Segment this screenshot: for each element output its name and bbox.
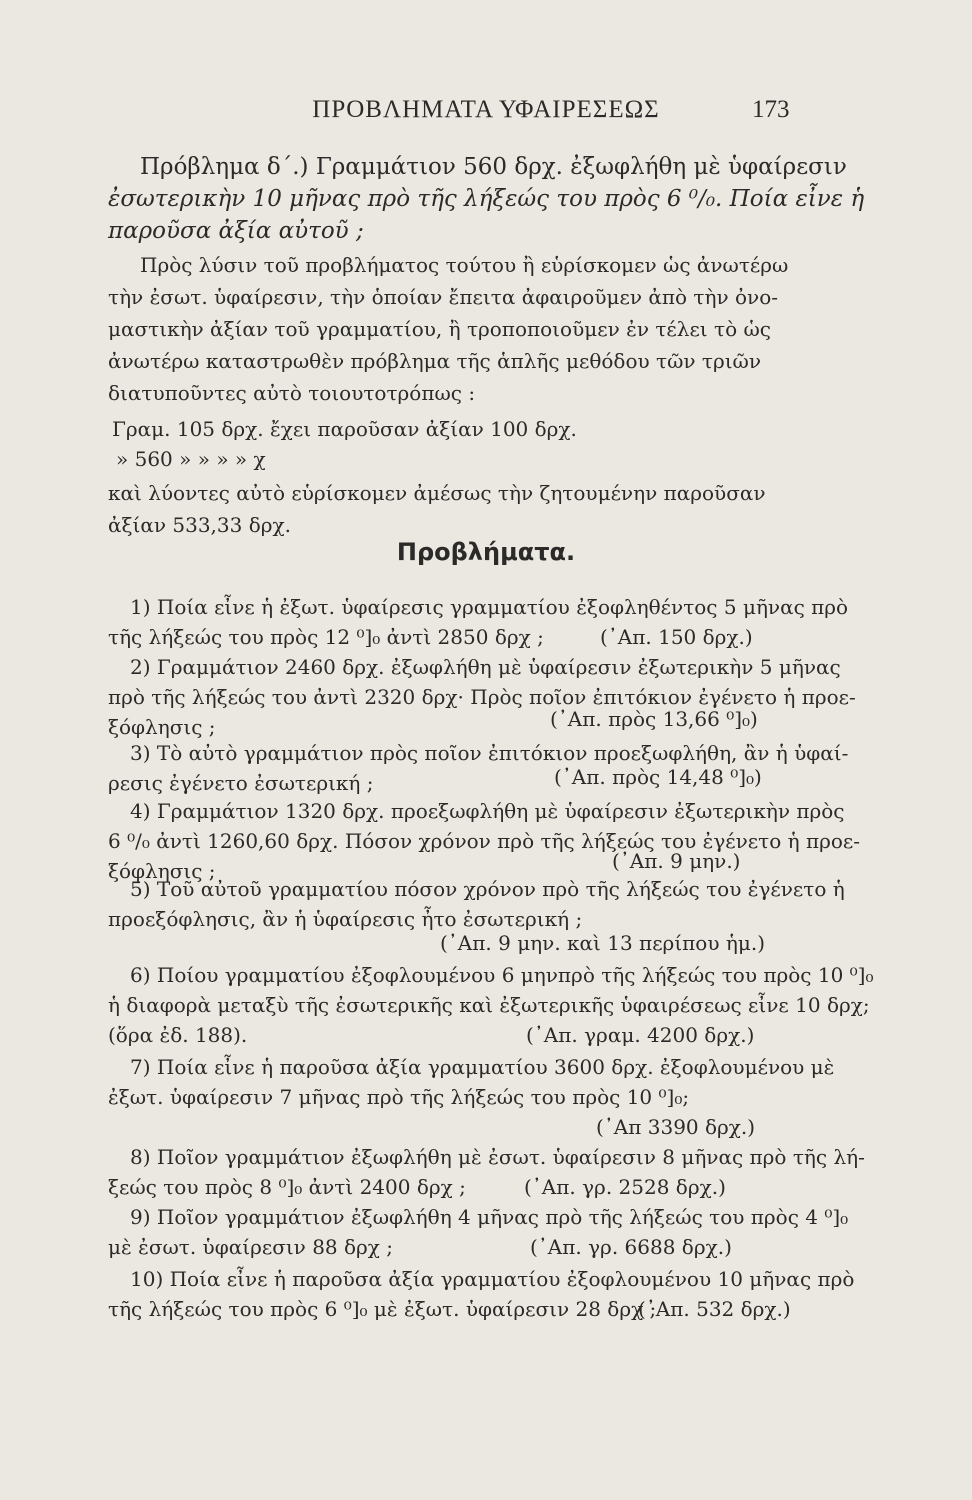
exercise-line: 3) Τὸ αὐτὸ γραμμάτιον πρὸς ποῖον ἐπιτόκιον προεξωφλήθη, ἂν ἡ ὑφαί- (130, 741, 849, 765)
problem-line: παροῦσα ἀξία αὐτοῦ ; (108, 218, 364, 244)
exercise-line: ξόφλησις ; (108, 859, 216, 883)
exercise-line: τῆς λήξεώς του πρὸς 6 ⁰]₀ μὲ ἐξωτ. ὑφαίρεσιν 28 δρχ ; (108, 1297, 657, 1321)
exercise-answer: (᾿Απ. γρ. 2528 δρχ.) (524, 1175, 726, 1199)
exercise-line: 5) Τοῦ αὐτοῦ γραμματίου πόσον χρόνον πρὸ τῆς λήξεώς του ἐγένετο ἡ (130, 877, 845, 901)
running-header: ΠΡΟΒΛΗΜΑΤΑ ΥΦΑΙΡΕΣΕΩΣ (312, 96, 660, 123)
exercise-line: 4) Γραμμάτιον 1320 δρχ. προεξωφλήθη μὲ ὑφαίρεσιν ἐξωτερικὴν πρὸς (130, 799, 845, 823)
exercise-line: προεξόφλησις, ἂν ἡ ὑφαίρεσις ἦτο ἐσωτερική ; (108, 907, 583, 931)
page-number: 173 (752, 96, 790, 123)
exercise-line: ξεώς του πρὸς 8 ⁰]₀ ἀντὶ 2400 δρχ ; (108, 1175, 466, 1199)
exercise-line: (ὅρα ἐδ. 188). (108, 1023, 248, 1047)
problem-line: διατυποῦντες αὐτὸ τοιουτοτρόπως : (108, 381, 476, 405)
problem-line: μαστικὴν ἀξίαν τοῦ γραμματίου, ἢ τροποποιοῦμεν ἐν τέλει τὸ ὡς (108, 317, 771, 341)
problem-line: τὴν ἐσωτ. ὑφαίρεσιν, τὴν ὁποίαν ἔπειτα ἀφαιροῦμεν ἀπὸ τὴν ὀνο- (108, 285, 778, 309)
exercise-line: πρὸ τῆς λήξεώς του ἀντὶ 2320 δρχ· Πρὸς ποῖον ἐπιτόκιον ἐγένετο ἡ προε- (108, 685, 856, 709)
exercise-line: ἡ διαφορὰ μεταξὺ τῆς ἐσωτερικῆς καὶ ἐξωτερικῆς ὑφαιρέσεως εἶνε 10 δρχ; (108, 993, 870, 1017)
exercise-answer: (᾿Απ. 150 δρχ.) (600, 625, 753, 649)
problem-line: ἀξίαν 533,33 δρχ. (108, 513, 291, 537)
exercise-line: 9) Ποῖον γραμμάτιον ἐξωφλήθη 4 μῆνας πρὸ τῆς λήξεώς του πρὸς 4 ⁰]₀ (130, 1205, 849, 1229)
problem-line: Πρόβλημα δ΄.) Γραμμάτιον 560 δρχ. ἐξωφλήθη μὲ ὑφαίρεσιν (140, 154, 847, 180)
exercise-line: 10) Ποία εἶνε ἡ παροῦσα ἀξία γραμματίου ἐξοφλουμένου 10 μῆνας πρὸ (130, 1267, 855, 1291)
problem-line: Πρὸς λύσιν τοῦ προβλήματος τούτου ἢ εὑρίσκομεν ὡς ἀνωτέρω (140, 253, 789, 277)
exercise-line: 6) Ποίου γραμματίου ἐξοφλουμένου 6 μηνπρὸ τῆς λήξεώς του πρὸς 10 ⁰]₀ (130, 963, 874, 987)
exercise-line: ἐξωτ. ὑφαίρεσιν 7 μῆνας πρὸ τῆς λήξεώς του πρὸς 10 ⁰]₀; (108, 1085, 690, 1109)
exercise-answer: (᾿Απ. 532 δρχ.) (638, 1297, 791, 1321)
exercise-answer: (᾿Απ. 9 μην.) (612, 849, 741, 873)
exercise-answer: (᾿Απ 3390 δρχ.) (596, 1115, 756, 1139)
exercise-line: 1) Ποία εἶνε ἡ ἐξωτ. ὑφαίρεσις γραμματίου ἐξοφληθέντος 5 μῆνας πρὸ (130, 595, 849, 619)
exercise-line: ξόφλησις ; (108, 715, 216, 739)
exercise-answer: (᾿Απ. γρ. 6688 δρχ.) (530, 1235, 732, 1259)
problem-line: ἐσωτερικὴν 10 μῆνας πρὸ τῆς λήξεώς του πρὸς 6 ⁰/₀. Ποία εἶνε ἡ (108, 186, 865, 212)
exercise-line: 7) Ποία εἶνε ἡ παροῦσα ἀξία γραμματίου 3600 δρχ. ἐξοφλουμένου μὲ (130, 1055, 835, 1079)
exercise-answer: (᾿Απ. πρὸς 14,48 ⁰]₀) (554, 765, 762, 789)
exercise-line: 6 ⁰/₀ ἀντὶ 1260,60 δρχ. Πόσον χρόνον πρὸ τῆς λήξεώς του ἐγένετο ἡ προε- (108, 829, 861, 853)
exercise-line: μὲ ἐσωτ. ὑφαίρεσιν 88 δρχ ; (108, 1235, 394, 1259)
exercise-answer: (᾿Απ. 9 μην. καὶ 13 περίπου ἡμ.) (440, 931, 765, 955)
section-heading: Προβλήματα. (396, 538, 576, 566)
exercise-line: ρεσις ἐγένετο ἐσωτερική ; (108, 771, 374, 795)
proportion-line: Γραμ. 105 δρχ. ἔχει παροῦσαν ἀξίαν 100 δρχ. (112, 417, 577, 441)
exercise-answer: (᾿Απ. γραμ. 4200 δρχ.) (526, 1023, 755, 1047)
exercise-line: τῆς λήξεώς του πρὸς 12 ⁰]₀ ἀντὶ 2850 δρχ ; (108, 625, 544, 649)
exercise-line: 8) Ποῖον γραμμάτιον ἐξωφλήθη μὲ ἐσωτ. ὑφαίρεσιν 8 μῆνας πρὸ τῆς λή- (130, 1145, 865, 1169)
proportion-line: » 560 » » » » χ (116, 447, 266, 471)
exercise-answer: (᾿Απ. πρὸς 13,66 ⁰]₀) (550, 707, 758, 731)
problem-line: ἀνωτέρω καταστρωθὲν πρόβλημα τῆς ἁπλῆς μεθόδου τῶν τριῶν (108, 349, 762, 373)
exercise-line: 2) Γραμμάτιον 2460 δρχ. ἐξωφλήθη μὲ ὑφαίρεσιν ἐξωτερικὴν 5 μῆνας (130, 655, 841, 679)
problem-line: καὶ λύοντες αὐτὸ εὑρίσκομεν ἀμέσως τὴν ζητουμένην παροῦσαν (108, 481, 766, 505)
